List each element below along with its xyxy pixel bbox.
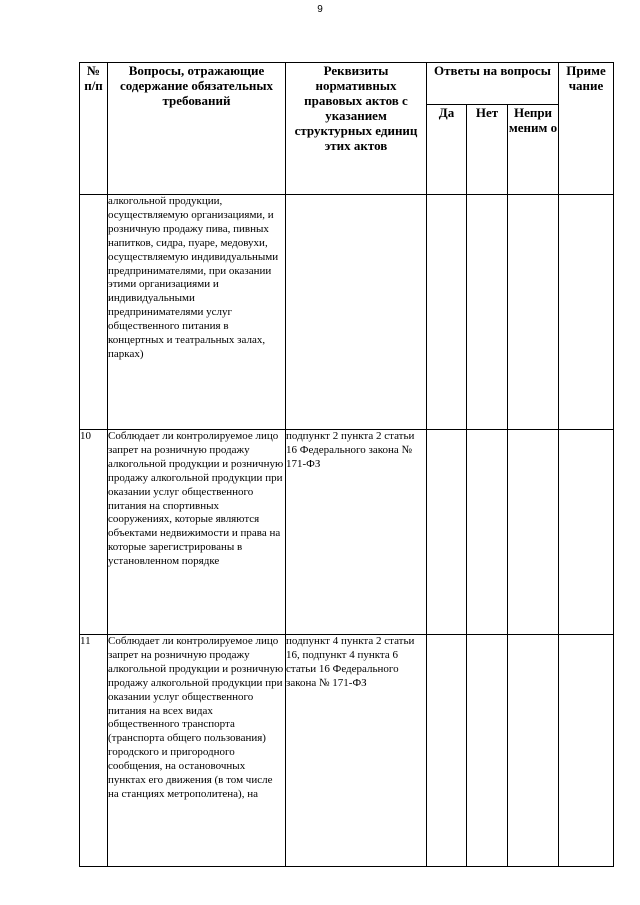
header-requisites: Реквизиты нормативных правовых актов с указанием структурных единиц этих актов — [286, 63, 427, 195]
row-requisites: подпункт 4 пункта 2 статьи 16, подпункт 4 пункта 6 статьи 16 Федерального закона № 171-ФЗ — [286, 635, 427, 867]
row-number: 11 — [80, 635, 108, 867]
answer-yes-cell[interactable] — [427, 195, 467, 430]
answer-yes-cell[interactable] — [427, 635, 467, 867]
answer-not-applicable-cell[interactable] — [508, 430, 559, 635]
note-cell[interactable] — [559, 430, 614, 635]
note-cell[interactable] — [559, 635, 614, 867]
answer-no-cell[interactable] — [467, 195, 508, 430]
answer-not-applicable-cell[interactable] — [508, 195, 559, 430]
table-row — [80, 635, 614, 867]
row-requisites — [286, 195, 427, 430]
answer-no-cell[interactable] — [467, 635, 508, 867]
answer-not-applicable-cell[interactable] — [508, 635, 559, 867]
header-no: Нет — [467, 105, 508, 195]
table-row — [80, 195, 614, 430]
row-number — [80, 195, 108, 430]
answer-yes-cell[interactable] — [427, 430, 467, 635]
header-note: Приме чание — [559, 63, 614, 195]
header-num: № п/п — [80, 63, 108, 195]
note-cell[interactable] — [559, 195, 614, 430]
checklist-table — [79, 62, 614, 867]
page-number: 9 — [317, 4, 323, 15]
header-not-applicable: Непри меним о — [508, 105, 559, 195]
header-answers: Ответы на вопросы — [427, 63, 559, 105]
header-question: Вопросы, отражающие содержание обязательных требований — [108, 63, 286, 195]
row-question: Соблюдает ли контролируемое лицо запрет на розничную продажу алкогольной продукции и розничную продажу алкогольной продукции при оказании услуг общественного питания на всех видах общественного транспорта (транспорта общего пользования) городского и пригородного сообщения, на остановочных пунктах его движения (в том числе на станциях метрополитена), на — [108, 635, 286, 867]
header-yes: Да — [427, 105, 467, 195]
row-number: 10 — [80, 430, 108, 635]
table-row — [80, 430, 614, 635]
header-row — [80, 63, 614, 105]
row-requisites: подпункт 2 пункта 2 статьи 16 Федерального закона № 171-ФЗ — [286, 430, 427, 635]
row-question: Соблюдает ли контролируемое лицо запрет на розничную продажу алкогольной продукции и розничную продажу алкогольной продукции при оказании услуг общественного питания на спортивных сооружениях, которые являются объектами недвижимости и права на которые зарегистрированы в установленном порядке — [108, 430, 286, 635]
answer-no-cell[interactable] — [467, 430, 508, 635]
row-question: алкогольной продукции, осуществляемую организациями, и розничную продажу пива, пивных напитков, сидра, пуаре, медовухи, осуществляемую индивидуальными предпринимателями, при оказании этими организациями и индивидуальными предпринимателями услуг общественного питания в концертных и театральных залах, парках) — [108, 195, 286, 430]
